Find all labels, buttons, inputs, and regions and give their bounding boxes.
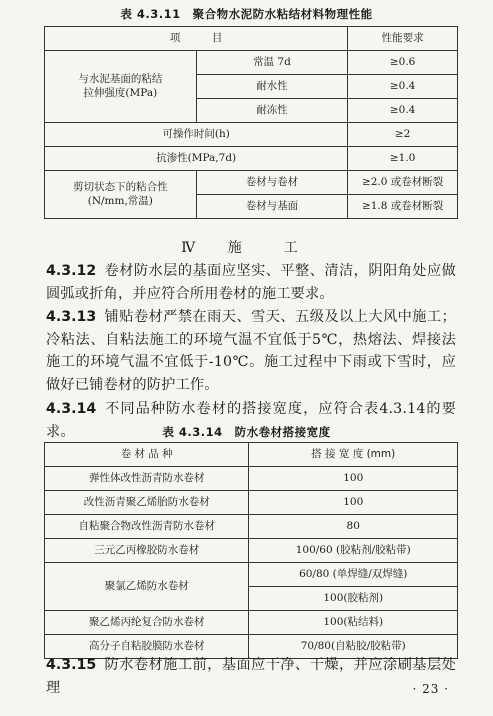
section-heading: Ⅳ 施 工 xyxy=(181,240,312,256)
clause-text: 不同品种防水卷材的搭接宽度，应符合表4.3.14的要求。 xyxy=(46,401,456,440)
clause-number: 4.3.12 xyxy=(46,263,97,279)
membrane-kind: 高分子自粘胶膜防水卷材 xyxy=(45,635,249,659)
membrane-kind: 聚氯乙烯防水卷材 xyxy=(45,563,249,611)
clause-text: 卷材防水层的基面应坚实、平整、清洁，阴阳角处应做圆弧或折角，并应符合所用卷材的施工要求。 xyxy=(46,263,456,302)
header-kind: 卷 材 品 种 xyxy=(45,443,249,467)
lap-width: 100(胶粘剂) xyxy=(249,587,458,611)
requirement-value: ≥0.4 xyxy=(348,99,458,123)
membrane-kind: 三元乙丙橡胶防水卷材 xyxy=(45,539,249,563)
header-requirement: 性能要求 xyxy=(348,27,458,51)
header-item: 项 目 xyxy=(45,27,348,51)
sub-item: 耐冻性 xyxy=(196,99,348,123)
table-row xyxy=(45,491,458,515)
lap-width: 100 xyxy=(249,467,458,491)
table-header-row xyxy=(45,27,458,51)
sub-item: 常温 7d xyxy=(196,51,348,75)
requirement-value: ≥0.4 xyxy=(348,75,458,99)
table-row xyxy=(45,539,458,563)
table-row xyxy=(45,611,458,635)
group-label-line1: 与水泥基面的粘结 xyxy=(78,73,163,86)
lap-width: 100(粘结料) xyxy=(249,611,458,635)
clause-text: 铺贴卷材严禁在雨天、雪天、五级及以上大风中施工；冷粘法、自粘法施工的环境气温不宜低于5℃，热熔法、焊接法施工的环境气温不宜低于-10℃。施工过程中下雨或下雪时，应做好已铺卷材的防护工作。 xyxy=(46,309,456,393)
membrane-kind: 自粘聚合物改性沥青防水卷材 xyxy=(45,515,249,539)
item-operable-time: 可操作时间(h) xyxy=(45,123,348,147)
group-label-line2: (N/mm,常温) xyxy=(87,194,153,207)
lap-width: 100/60 (胶粘剂/胶粘带) xyxy=(249,539,458,563)
item-impermeability: 抗渗性(MPa,7d) xyxy=(45,147,348,171)
clause-4-3-12 xyxy=(46,260,456,305)
clause-text: 防水卷材施工前，基面应干净、干燥，并应涂刷基层处理 xyxy=(46,657,456,696)
clause-4-3-15 xyxy=(46,654,456,699)
requirement-value: ≥2.0 或卷材断裂 xyxy=(348,171,458,195)
table-4-3-11-caption: 表 4.3.11 聚合物水泥防水粘结材料物理性能 xyxy=(120,7,373,21)
sub-item: 耐水性 xyxy=(196,75,348,99)
lap-width: 100 xyxy=(249,491,458,515)
sub-item: 卷材与基面 xyxy=(196,195,348,219)
table-4-3-14 xyxy=(44,442,458,659)
table-header-row xyxy=(45,443,458,467)
requirement-value: ≥2 xyxy=(348,123,458,147)
page-number: · 23 · xyxy=(412,682,449,696)
table-4-3-11 xyxy=(44,26,458,219)
group-label-line2: 拉伸强度(MPa) xyxy=(83,86,158,99)
requirement-value: ≥1.8 或卷材断裂 xyxy=(348,195,458,219)
membrane-kind: 聚乙烯丙纶复合防水卷材 xyxy=(45,611,249,635)
lap-width: 70/80(自粘胶/胶粘带) xyxy=(249,635,458,659)
group-label-line1: 剪切状态下的粘合性 xyxy=(73,181,168,194)
table-4-3-14-caption: 表 4.3.14 防水卷材搭接宽度 xyxy=(162,425,331,439)
requirement-value: ≥1.0 xyxy=(348,147,458,171)
table-row xyxy=(45,171,458,195)
table-row xyxy=(45,147,458,171)
requirement-value: ≥0.6 xyxy=(348,51,458,75)
table-row xyxy=(45,51,458,75)
table-row xyxy=(45,515,458,539)
clause-4-3-13 xyxy=(46,306,456,396)
group-label-shear-adhesion xyxy=(45,171,197,219)
table-row xyxy=(45,467,458,491)
lap-width: 60/80 (单焊缝/双焊缝) xyxy=(249,563,458,587)
membrane-kind: 改性沥青聚乙烯胎防水卷材 xyxy=(45,491,249,515)
sub-item: 卷材与卷材 xyxy=(196,171,348,195)
membrane-kind: 弹性体改性沥青防水卷材 xyxy=(45,467,249,491)
lap-width: 80 xyxy=(249,515,458,539)
clause-number: 4.3.15 xyxy=(46,657,97,673)
clause-number: 4.3.14 xyxy=(46,401,97,417)
table-row xyxy=(45,123,458,147)
clause-number: 4.3.13 xyxy=(46,309,97,325)
header-width: 搭 接 宽 度 (mm) xyxy=(249,443,458,467)
group-label-bond-strength xyxy=(45,51,197,123)
table-row xyxy=(45,563,458,587)
